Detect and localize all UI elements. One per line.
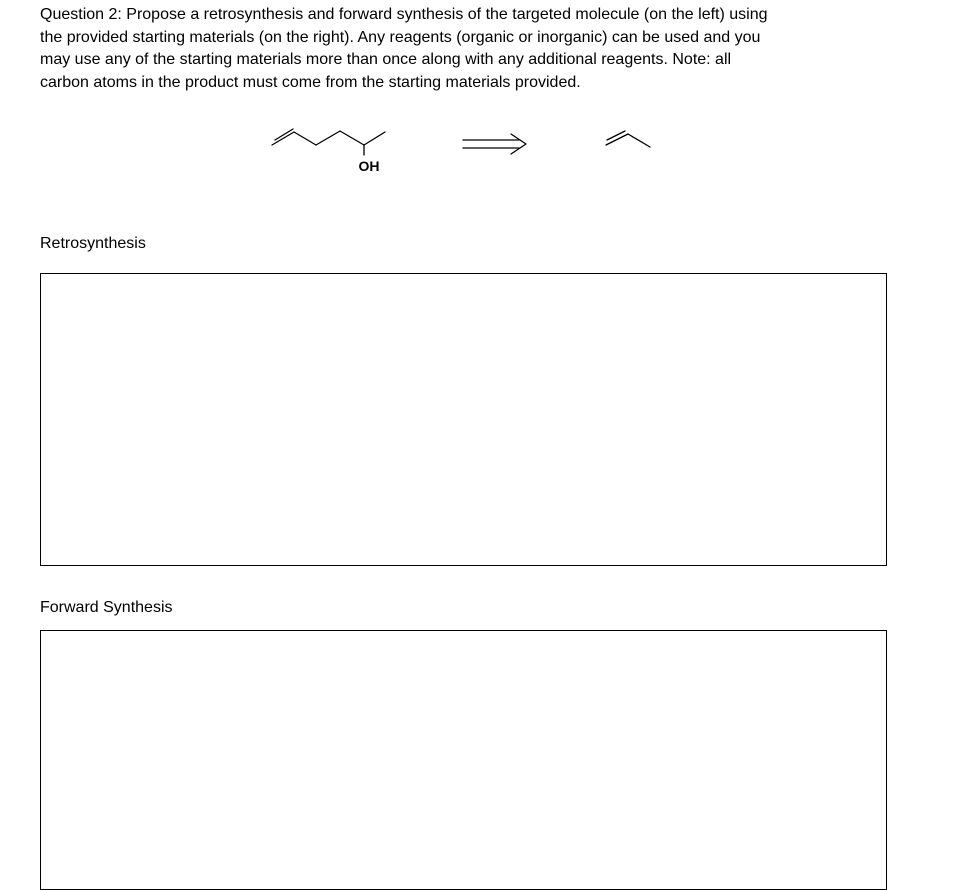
target-bond-4 [340,131,364,145]
retrosynthesis-heading: Retrosynthesis [40,235,146,252]
forward-synthesis-heading: Forward Synthesis [40,599,173,616]
hydroxyl-label: OH [358,158,380,174]
question-prompt [40,4,900,94]
question-line-4: carbon atoms in the product must come from the starting materials provided. [40,73,581,91]
retrosynthesis-answer-box[interactable] [40,273,887,566]
starting-material-propene [606,131,650,147]
target-bond-3 [316,131,340,145]
question-line-1: Question 2: Propose a retrosynthesis and forward synthesis of the targeted molecule (on the left) using [40,6,768,23]
reaction-scheme [0,110,960,185]
scheme-drawing [0,110,960,185]
question-line-2: the provided starting materials (on the right). Any reagents (organic or inorganic) can be used and you [40,28,761,46]
question-line-3: may use any of the starting materials more than once along with any additional reagents. Note: all [40,51,732,68]
retrosynthetic-arrow-icon [463,134,526,154]
target-double-bond [272,129,294,145]
forward-synthesis-answer-box[interactable] [40,630,887,890]
target-bond-2 [294,132,316,145]
target-bond-5 [364,132,385,145]
target-molecule [272,129,385,155]
